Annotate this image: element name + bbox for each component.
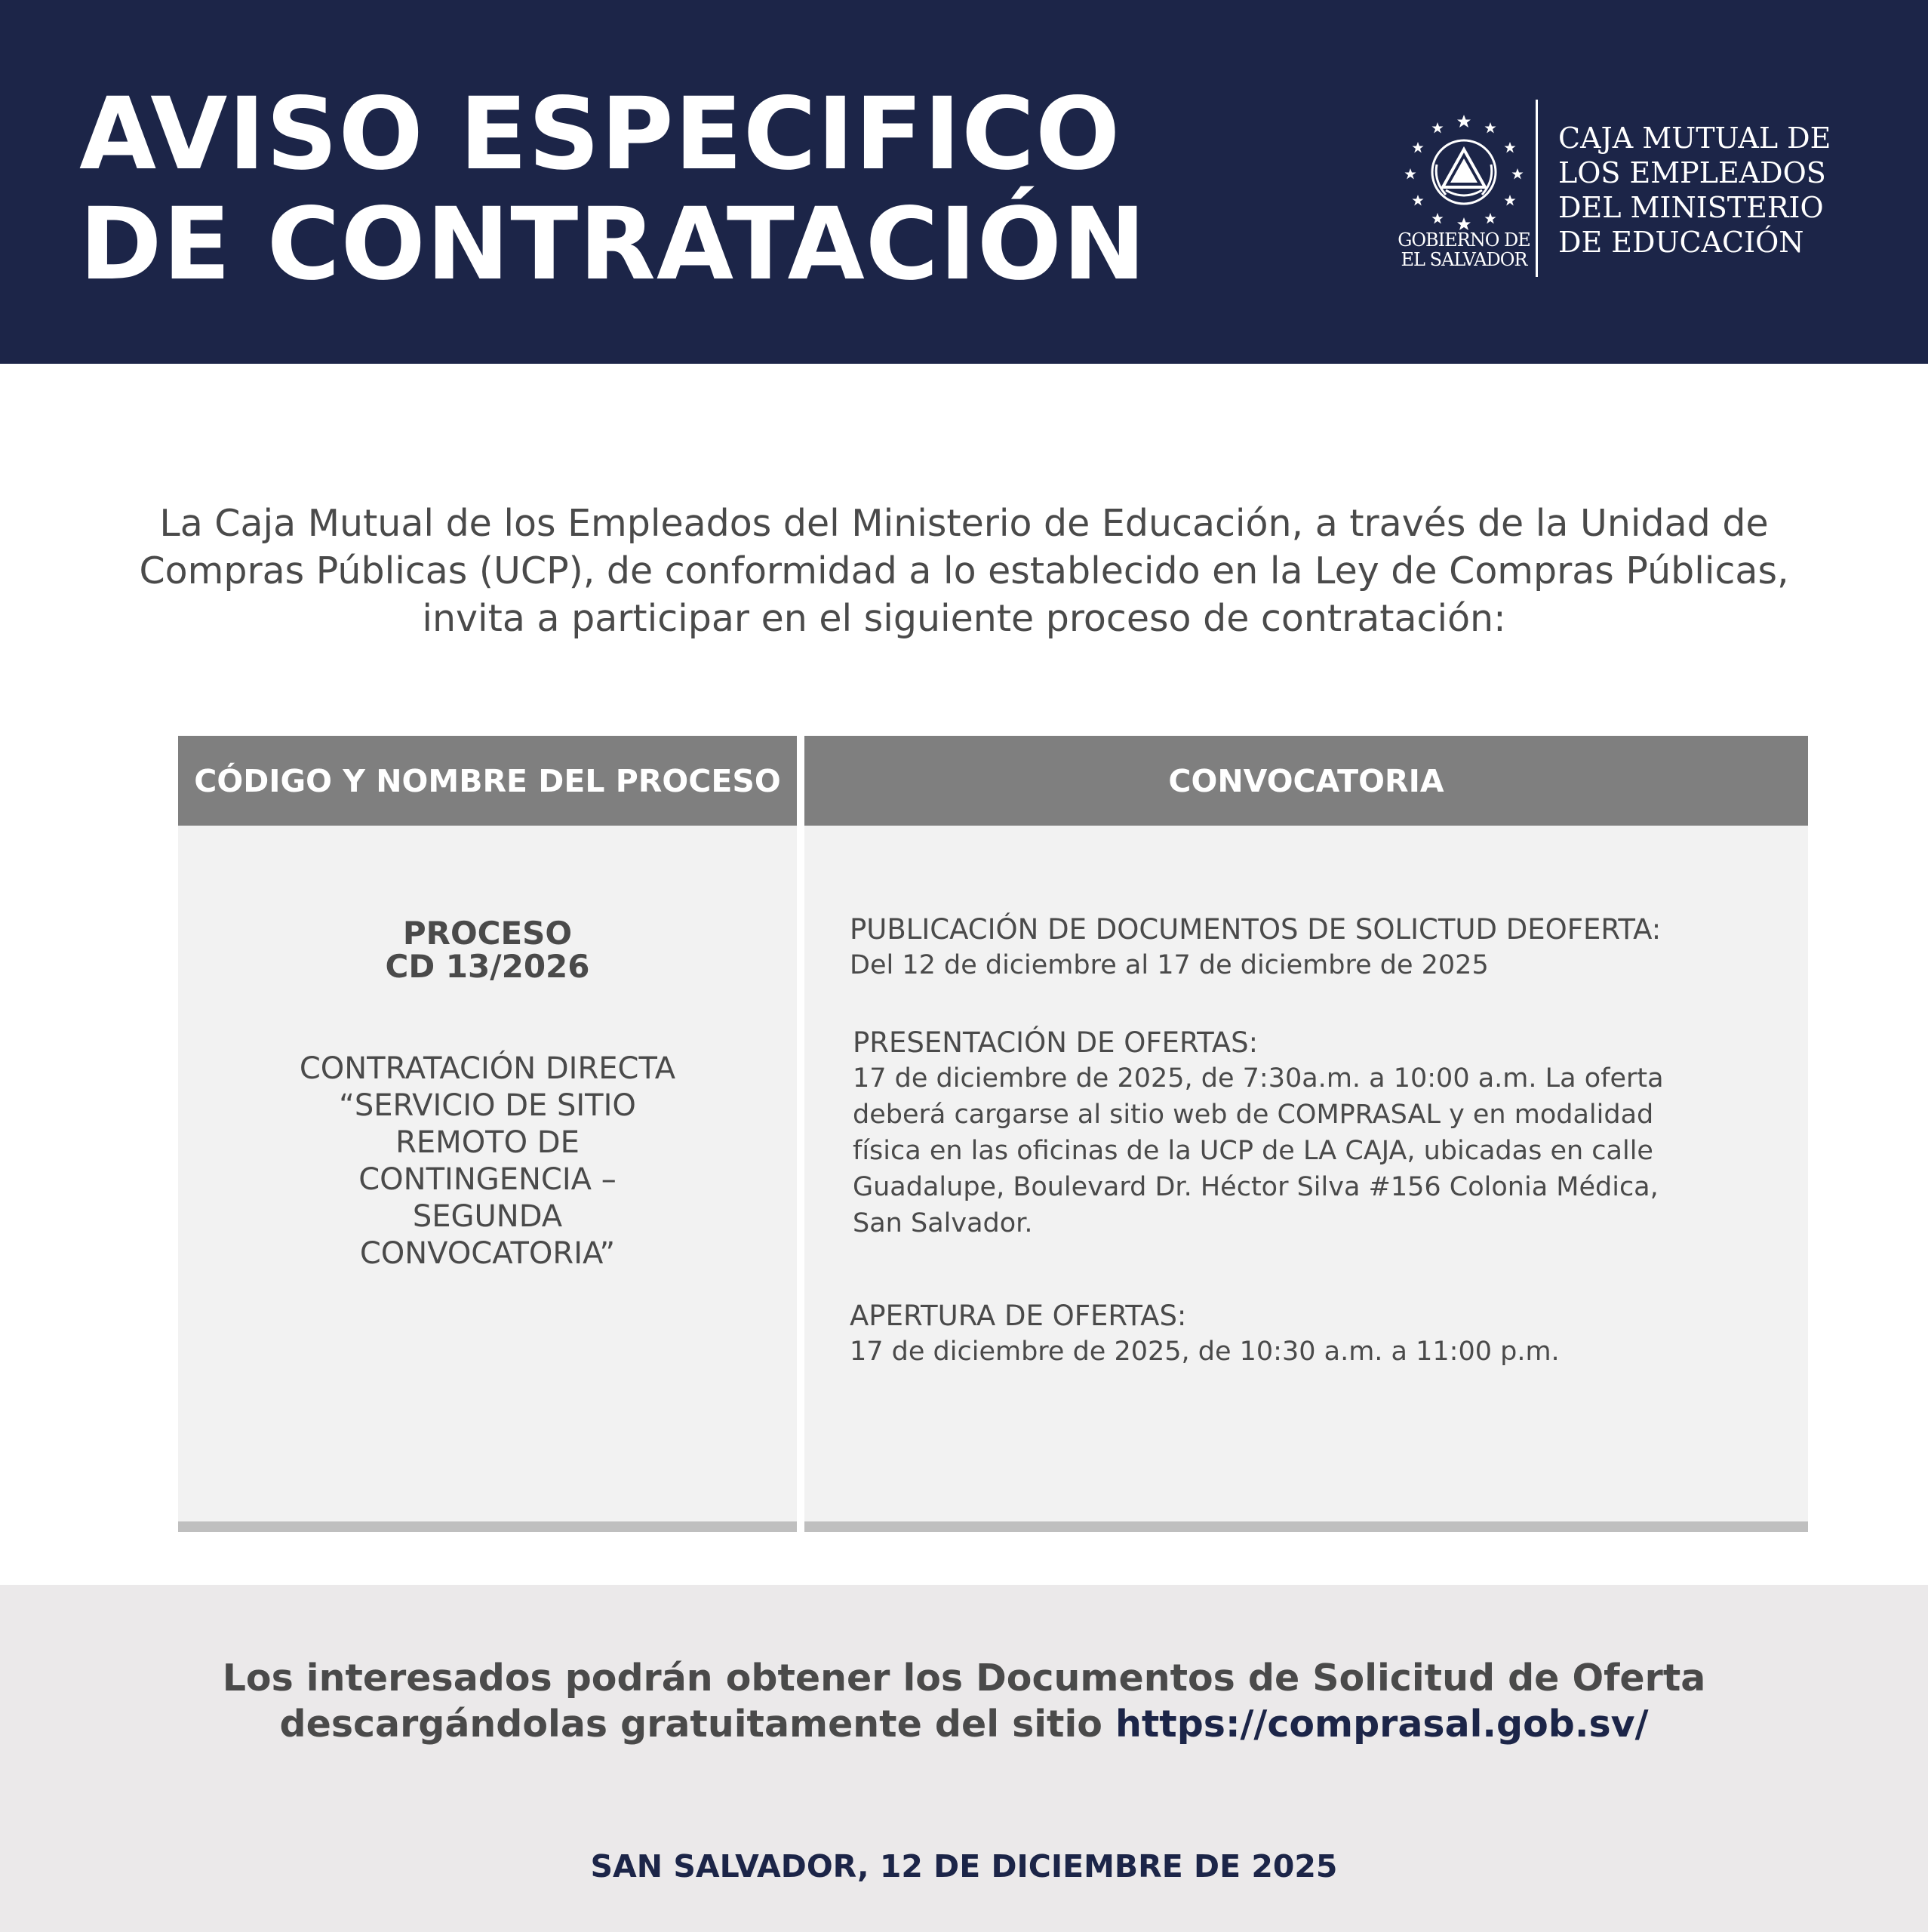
- process-description-line: CONVOCATORIA”: [359, 1236, 616, 1271]
- process-code: CD 13/2026: [385, 948, 590, 985]
- process-description-line: CONTRATACIÓN DIRECTA: [299, 1051, 676, 1086]
- section-text: deberá cargarse al sitio web de COMPRASAL y en modalidad: [853, 1100, 1654, 1130]
- intro-line-3: invita a participar en el siguiente proceso de contratación:: [422, 597, 1506, 640]
- section-text: 17 de diciembre de 2025, de 10:30 a.m. a 11:00 p.m.: [850, 1337, 1560, 1367]
- footer-date: SAN SALVADOR, 12 DE DICIEMBRE DE 2025: [590, 1848, 1338, 1884]
- section-title: PRESENTACIÓN DE OFERTAS:: [853, 1026, 1259, 1059]
- section-opening: [850, 1299, 1785, 1370]
- org-line-2: LOS EMPLEADOS: [1558, 156, 1826, 189]
- footer-note: [75, 1655, 1853, 1747]
- org-line-1: CAJA MUTUAL DE: [1558, 122, 1831, 155]
- section-text: 17 de diciembre de 2025, de 7:30a.m. a 10:00 a.m. La oferta: [853, 1063, 1664, 1094]
- intro-paragraph: [113, 500, 1815, 642]
- section-text: San Salvador.: [853, 1208, 1033, 1238]
- process-cell: [178, 826, 797, 1521]
- section-text: Guadalupe, Boulevard Dr. Héctor Silva #156 Colonia Médica,: [853, 1172, 1659, 1202]
- footer-line-2: descargándolas gratuitamente del sitio: [279, 1703, 1115, 1746]
- section-text: Del 12 de diciembre al 17 de diciembre de 2025: [850, 950, 1489, 980]
- process-table: [178, 736, 1808, 1536]
- section-title: PUBLICACIÓN DE DOCUMENTOS DE SOLICTUD DEOFERTA:: [850, 913, 1662, 946]
- convocatoria-cell: [804, 826, 1808, 1521]
- table-bottom-bar: [178, 1521, 797, 1532]
- intro-line-2: Compras Públicas (UCP), de conformidad a lo establecido en la Ley de Compras Públicas,: [139, 549, 1789, 592]
- section-publication: [850, 912, 1785, 983]
- footer-line-1: Los interesados podrán obtener los Documentos de Solicitud de Oferta: [222, 1657, 1706, 1700]
- intro-line-1: La Caja Mutual de los Empleados del Ministerio de Educación, a través de la Unidad de: [159, 502, 1769, 545]
- process-description-line: REMOTO DE: [395, 1125, 580, 1160]
- logo-divider: [1536, 100, 1538, 277]
- section-title: APERTURA DE OFERTAS:: [850, 1300, 1187, 1332]
- table-bottom-bar: [804, 1521, 1808, 1532]
- government-wordmark: [1396, 230, 1532, 269]
- organization-name: [1558, 121, 1831, 260]
- gov-line-2: EL SALVADOR: [1401, 249, 1527, 270]
- org-line-4: DE EDUCACIÓN: [1558, 226, 1804, 259]
- coat-of-arms-icon: [1404, 112, 1524, 232]
- comprasal-link[interactable]: https://comprasal.gob.sv/: [1115, 1703, 1649, 1746]
- header-banner: [0, 0, 1928, 364]
- title-line-1: AVISO ESPECIFICO: [79, 76, 1121, 192]
- process-description: [291, 1051, 684, 1272]
- process-description-line: “SERVICIO DE SITIO: [339, 1088, 636, 1123]
- section-text: física en las oficinas de la UCP de LA CAJA, ubicadas en calle: [853, 1136, 1653, 1166]
- column-header-process: CÓDIGO Y NOMBRE DEL PROCESO: [178, 736, 797, 826]
- org-line-3: DEL MINISTERIO: [1558, 191, 1824, 224]
- process-description-line: CONTINGENCIA –: [358, 1162, 617, 1197]
- column-header-convocatoria: CONVOCATORIA: [804, 736, 1808, 826]
- gov-line-1: GOBIERNO DE: [1398, 229, 1530, 251]
- page-title: [79, 76, 1147, 303]
- process-description-line: SEGUNDA: [412, 1199, 563, 1234]
- section-presentation: [853, 1026, 1788, 1241]
- title-line-2: DE CONTRATACIÓN: [79, 186, 1147, 303]
- process-label: PROCESO: [402, 915, 573, 952]
